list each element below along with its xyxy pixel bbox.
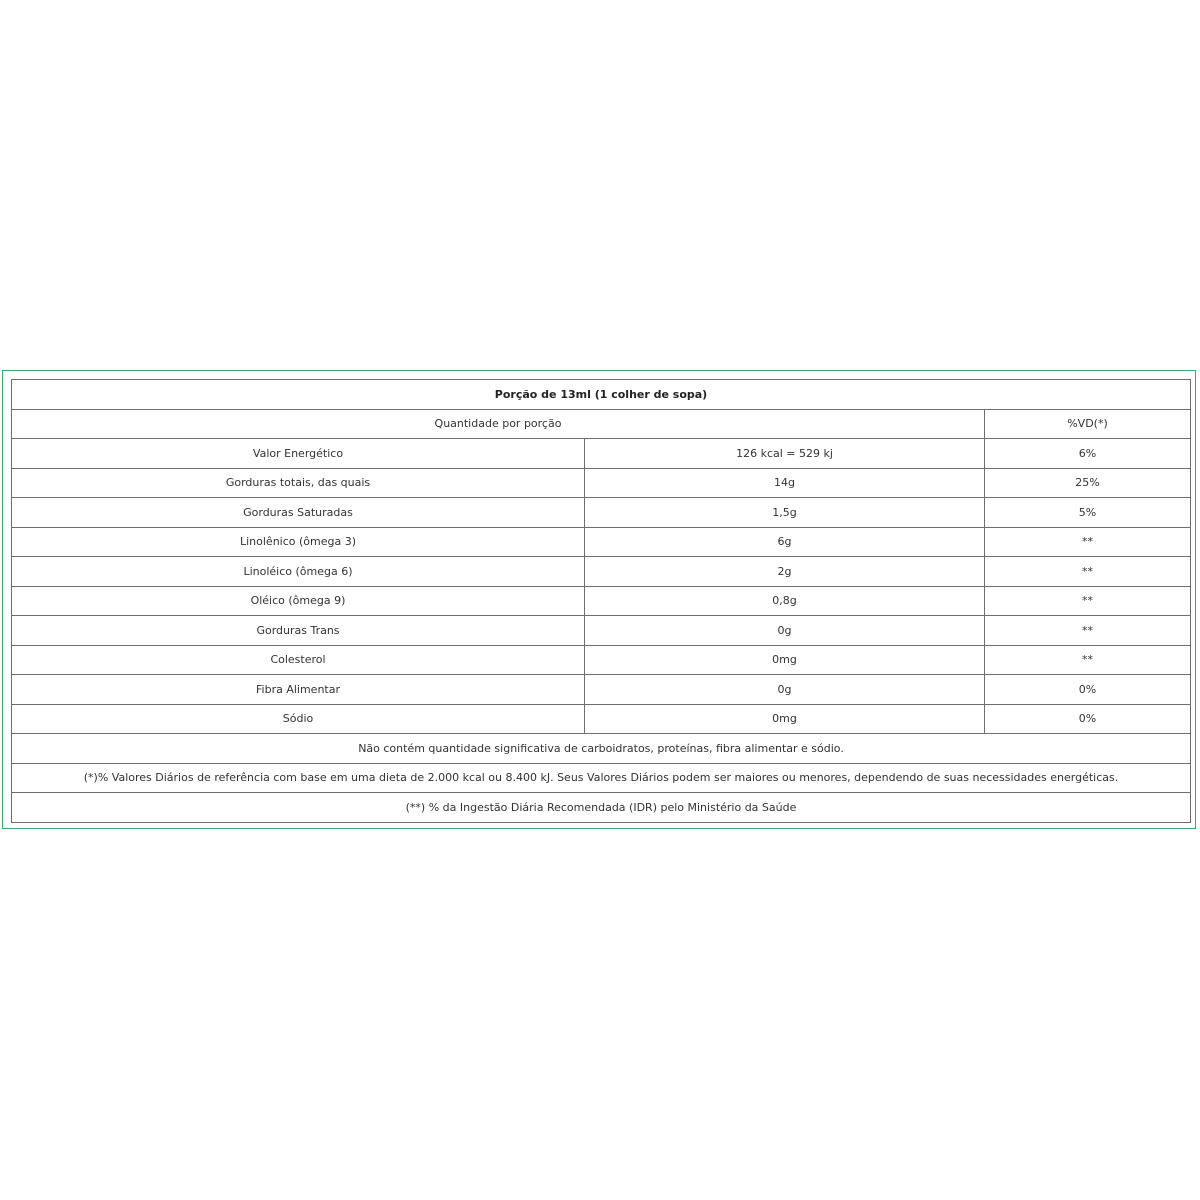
- note-row: [12, 793, 1191, 823]
- nutrient-name: Gorduras Trans: [12, 616, 585, 646]
- table-row: [12, 498, 1191, 528]
- nutrient-amount: 0,8g: [585, 586, 985, 616]
- nutrient-amount: 0mg: [585, 645, 985, 675]
- note-text: Não contém quantidade significativa de carboidratos, proteínas, fibra alimentar e sódio.: [12, 734, 1191, 764]
- quantity-header: Quantidade por porção: [12, 409, 985, 439]
- nutrient-amount: 0g: [585, 675, 985, 705]
- nutrient-amount: 2g: [585, 557, 985, 587]
- nutrient-vd: **: [985, 557, 1191, 587]
- nutrient-amount: 0g: [585, 616, 985, 646]
- vd-header: %VD(*): [985, 409, 1191, 439]
- table-row: [12, 439, 1191, 469]
- note-row: [12, 734, 1191, 764]
- nutrient-name: Linolênico (ômega 3): [12, 527, 585, 557]
- nutrient-vd: **: [985, 616, 1191, 646]
- nutrient-vd: 0%: [985, 675, 1191, 705]
- nutrient-vd: 25%: [985, 468, 1191, 498]
- table-title-row: [12, 380, 1191, 410]
- nutrient-amount: 1,5g: [585, 498, 985, 528]
- table-row: [12, 468, 1191, 498]
- nutrient-vd: 5%: [985, 498, 1191, 528]
- table-row: [12, 675, 1191, 705]
- table-row: [12, 527, 1191, 557]
- table-title: Porção de 13ml (1 colher de sopa): [12, 380, 1191, 410]
- table-header-row: [12, 409, 1191, 439]
- nutrient-amount: 14g: [585, 468, 985, 498]
- table-row: [12, 645, 1191, 675]
- nutrient-name: Linoléico (ômega 6): [12, 557, 585, 587]
- nutrient-vd: **: [985, 527, 1191, 557]
- nutrient-vd: **: [985, 645, 1191, 675]
- note-text: (**) % da Ingestão Diária Recomendada (IDR) pelo Ministério da Saúde: [12, 793, 1191, 823]
- nutrient-name: Gorduras Saturadas: [12, 498, 585, 528]
- nutrient-name: Colesterol: [12, 645, 585, 675]
- note-row: [12, 763, 1191, 793]
- nutrient-name: Valor Energético: [12, 439, 585, 469]
- nutrient-amount: 0mg: [585, 704, 985, 734]
- nutrient-name: Oléico (ômega 9): [12, 586, 585, 616]
- table-row: [12, 616, 1191, 646]
- table-row: [12, 704, 1191, 734]
- nutrient-name: Fibra Alimentar: [12, 675, 585, 705]
- nutrient-amount: 126 kcal = 529 kj: [585, 439, 985, 469]
- note-text: (*)% Valores Diários de referência com base em uma dieta de 2.000 kcal ou 8.400 kJ. Seus Valores Diários podem ser maiores ou menores, dependendo de suas necessidades energéticas.: [12, 763, 1191, 793]
- nutrient-vd: **: [985, 586, 1191, 616]
- nutrition-table: [11, 379, 1191, 823]
- nutrient-amount: 6g: [585, 527, 985, 557]
- nutrient-name: Sódio: [12, 704, 585, 734]
- table-row: [12, 557, 1191, 587]
- table-row: [12, 586, 1191, 616]
- nutrient-name: Gorduras totais, das quais: [12, 468, 585, 498]
- nutrient-vd: 0%: [985, 704, 1191, 734]
- nutrient-vd: 6%: [985, 439, 1191, 469]
